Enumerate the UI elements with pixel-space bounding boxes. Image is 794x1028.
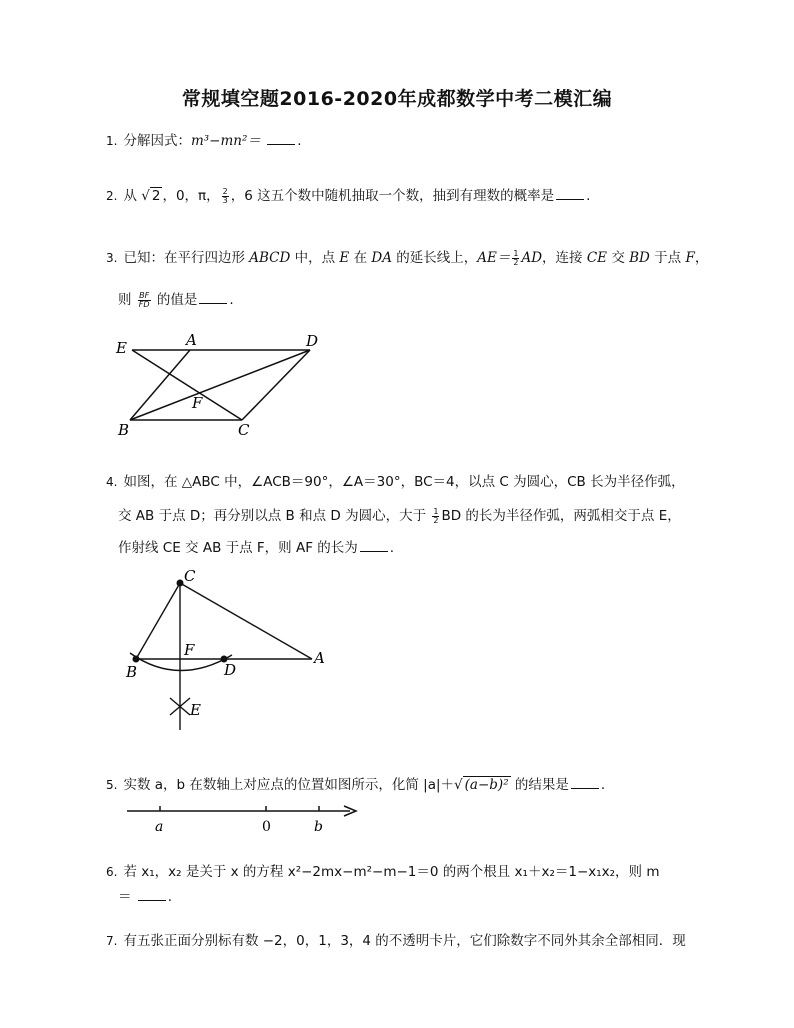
question-6-line-1	[106, 862, 710, 882]
period: .	[229, 292, 234, 308]
label-E: E	[190, 701, 201, 719]
math-var: AE＝	[477, 250, 511, 266]
question-4-line-2	[118, 506, 710, 526]
sqrt-two: 2	[151, 188, 161, 204]
number-line-figure	[122, 800, 367, 840]
answer-blank	[571, 776, 599, 789]
question-text: 于点	[654, 250, 682, 266]
point-C	[177, 580, 184, 587]
label-A: A	[186, 331, 197, 349]
question-1	[106, 131, 710, 151]
question-3-line-2	[118, 290, 710, 310]
question-number: 2.	[106, 189, 118, 203]
question-text: ，连接	[542, 250, 583, 266]
label-a: a	[155, 819, 164, 835]
question-text: ，6 这五个数中随机抽取一个数，抽到有理数的概率是	[230, 188, 555, 204]
question-6-line-2	[118, 887, 710, 907]
question-2: 2. 从 √ 2 ，0，π， $\frac{2}{3}$ ，6 这五个数中随机抽取一个数，抽到有理数的概率是 .	[106, 186, 591, 205]
answer-blank	[267, 132, 295, 145]
period: .	[167, 889, 173, 905]
question-text: 分解因式：	[123, 133, 191, 149]
question-text: 的延长线上，	[396, 250, 478, 266]
label-D: D	[306, 332, 319, 350]
question-text: 有五张正面分别标有数 −2，0，1，3，4 的不透明卡片，它们除数字不同外其余全部相同．现	[123, 933, 686, 949]
page-title: 常规填空题2016-2020年成都数学中考二模汇编	[181, 88, 613, 110]
line-EC	[132, 350, 242, 420]
arc-BD	[130, 653, 232, 671]
question-number: 6.	[106, 865, 118, 879]
label-F: F	[184, 641, 195, 659]
math-var: DA	[371, 250, 392, 266]
line-CA	[180, 583, 312, 659]
period: .	[297, 133, 302, 149]
period: .	[600, 777, 606, 793]
math-var: BD	[629, 250, 650, 266]
answer-blank	[556, 187, 584, 200]
line-CB	[136, 583, 180, 659]
question-text: ，	[694, 250, 709, 266]
triangle-figure	[120, 565, 350, 740]
label-E: E	[116, 339, 127, 357]
fraction-bf-fd: $\frac{BF}{FD}$	[138, 290, 150, 309]
question-number: 4.	[106, 475, 118, 489]
question-number: 1.	[106, 134, 118, 148]
question-text: 交	[611, 250, 625, 266]
line-CD	[242, 350, 310, 420]
question-text: 如图，在 △ABC 中，∠ACB＝90°，∠A＝30°，BC＝4，以点 C 为圆心，CB 长为半径作弧，	[123, 474, 685, 490]
fraction-half: $\frac{1}{2}$	[433, 506, 439, 525]
math-var: CE	[586, 250, 608, 266]
question-text: 交 AB 于点 D；再分别以点 B 和点 D 为圆心，大于	[118, 508, 427, 524]
math-var: ABCD	[249, 250, 291, 266]
question-text: 在	[353, 250, 368, 266]
question-text: 从	[123, 188, 137, 204]
question-text: 已知：在平行四边形	[123, 250, 245, 266]
question-text: ＝	[118, 889, 132, 905]
period: .	[586, 188, 591, 204]
question-number: 7.	[106, 934, 118, 948]
question-4-line-1	[106, 472, 710, 492]
question-text: 作射线 CE 交 AB 于点 F，则 AF 的长为	[118, 540, 358, 556]
question-text: BD 的长为半径作弧，两弧相交于点 E，	[441, 508, 681, 524]
label-b: b	[314, 819, 323, 835]
answer-blank	[199, 291, 227, 304]
label-F: F	[192, 394, 203, 412]
period: .	[389, 540, 395, 556]
fraction-half: $\frac{1}{2}$	[513, 248, 519, 267]
question-text: 实数 a，b 在数轴上对应点的位置如图所示，化简 |a|＋	[123, 777, 455, 793]
sqrt-expression: (a−b)²	[464, 777, 509, 793]
question-7	[106, 931, 710, 951]
label-C: C	[184, 567, 196, 585]
line-BA	[130, 350, 190, 420]
question-text: 若 x₁，x₂ 是关于 x 的方程 x²−2mx−m²−m−1＝0 的两个根且 x₁＋x₂＝1−x₁x₂，则 m	[123, 864, 660, 880]
question-number: 5.	[106, 778, 118, 792]
label-zero: 0	[262, 819, 271, 835]
answer-blank	[138, 888, 166, 901]
label-A: A	[314, 649, 325, 667]
question-text: 的结果是	[514, 777, 569, 793]
label-B: B	[118, 421, 130, 439]
question-5: 5. 实数 a，b 在数轴上对应点的位置如图所示，化简 |a|＋√ (a−b)² 的结果是 .	[106, 777, 606, 793]
math-var: F	[685, 250, 695, 266]
point-B	[133, 656, 140, 663]
line-BD	[130, 350, 310, 420]
answer-blank	[360, 539, 388, 552]
label-B: B	[126, 663, 138, 681]
label-D: D	[224, 661, 237, 679]
question-text: 的值是	[156, 292, 198, 308]
question-text: ，0，π，	[162, 188, 220, 204]
question-4-line-3	[118, 538, 710, 558]
question-text: 则	[118, 292, 132, 308]
question-text: 中，点	[294, 250, 336, 266]
fraction-two-thirds: $\frac{2}{3}$	[222, 186, 228, 205]
math-var: AD	[521, 250, 543, 266]
math-var: E	[339, 250, 350, 266]
question-3-line-1	[106, 248, 710, 268]
label-C: C	[238, 421, 250, 439]
math-expression: m³−mn²＝	[190, 133, 261, 149]
parallelogram-figure	[110, 330, 330, 440]
question-number: 3.	[106, 251, 118, 265]
